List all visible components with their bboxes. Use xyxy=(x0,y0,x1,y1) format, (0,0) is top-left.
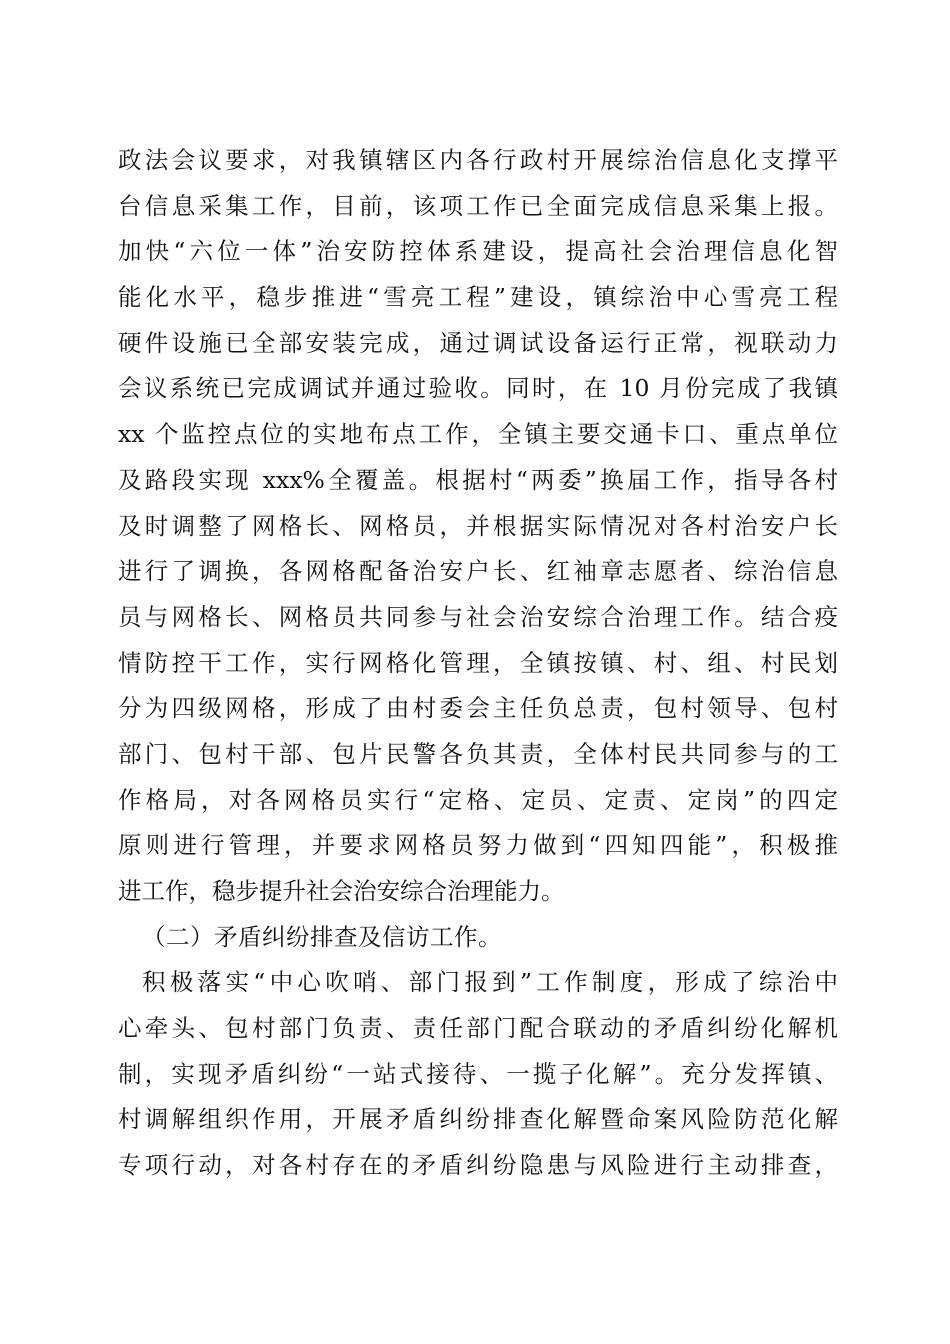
document-body xyxy=(118,138,838,1189)
paragraph-2 xyxy=(118,960,838,1188)
text-line: 政法会议要求，对我镇辖区内各行政村开展综治信息化支撑平 xyxy=(118,146,838,174)
text-line: 分为四级网格，形成了由村委会主任负总责，包村领导、包村 xyxy=(118,694,838,723)
section-heading: （二）矛盾纠纷排查及信访工作。 xyxy=(142,922,502,951)
text-line: 会议系统已完成调试并通过验收。同时，在 10 月份完成了我镇 xyxy=(118,374,838,403)
text-line: 进工作，稳步提升社会治安综合治理能力。 xyxy=(118,877,565,905)
text-line: xx 个监控点位的实地布点工作，全镇主要交通卡口、重点单位 xyxy=(118,420,838,449)
text-line: 台信息采集工作，目前，该项工作已全面完成信息采集上报。 xyxy=(118,191,838,220)
text-line: 及路段实现 xxx%全覆盖。根据村“两委”换届工作，指导各村 xyxy=(118,465,838,494)
text-line: 加快“六位一体”治安防控体系建设，提高社会治理信息化智 xyxy=(118,237,838,266)
text-line: 原则进行管理，并要求网格员努力做到“四知四能”，积极推 xyxy=(118,831,838,860)
text-line: 部门、包村干部、包片民警各负其责，全体村民共同参与的工 xyxy=(118,739,838,768)
text-line: 作格局，对各网格员实行“定格、定员、定责、定岗”的四定 xyxy=(118,785,838,814)
text-line: 进行了调换，各网格配备治安户长、红袖章志愿者、综治信息 xyxy=(118,557,838,586)
text-line: 情防控干工作，实行网格化管理，全镇按镇、村、组、村民划 xyxy=(118,648,838,677)
text-line: 专项行动，对各村存在的矛盾纠纷隐患与风险进行主动排查， xyxy=(118,1151,838,1180)
text-line: 员与网格长、网格员共同参与社会治安综合治理工作。结合疫 xyxy=(118,602,838,631)
text-line: 积极落实“中心吹哨、部门报到”工作制度，形成了综治中 xyxy=(142,968,838,997)
paragraph-1 xyxy=(118,138,838,915)
text-line: 硬件设施已全部安装完成，通过调试设备运行正常，视联动力 xyxy=(118,328,838,357)
text-line: 心牵头、包村部门负责、责任部门配合联动的矛盾纠纷化解机 xyxy=(118,1014,838,1043)
text-line: 能化水平，稳步推进“雪亮工程”建设，镇综治中心雪亮工程 xyxy=(118,283,838,312)
text-line: 及时调整了网格长、网格员，并根据实际情况对各村治安户长 xyxy=(118,511,838,540)
text-line: 村调解组织作用，开展矛盾纠纷排查化解暨命案风险防范化解 xyxy=(118,1105,838,1134)
text-line: 制，实现矛盾纠纷“一站式接待、一揽子化解”。充分发挥镇、 xyxy=(118,1059,838,1088)
